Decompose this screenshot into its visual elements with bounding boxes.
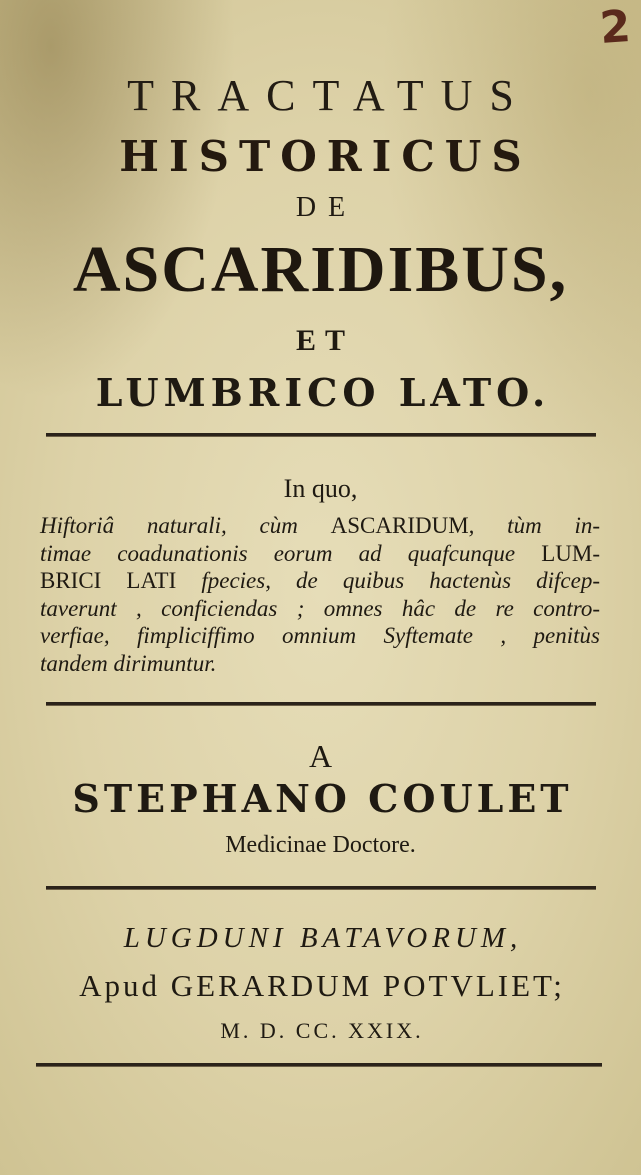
imprint-year: M. D. CC. XXIX. xyxy=(220,1018,424,1043)
title-line-ascaridibus: ASCARIDIBUS, xyxy=(72,233,569,306)
title-line-tractatus: TRACTATUS xyxy=(127,71,531,120)
byline-prefix: A xyxy=(308,738,333,774)
imprint-city: LUGDUNI BATAVORUM, xyxy=(123,922,523,954)
page-number: 2 xyxy=(598,0,633,55)
description-line-5: verfiae, fimpliciffimo omnium Syftemate , penitùs xyxy=(40,623,600,648)
description-paragraph xyxy=(40,512,600,677)
description-line-6: tandem dirimuntur. xyxy=(40,650,217,676)
imprint-printer: Apud GERARDUM POTVLIET; xyxy=(79,968,565,1003)
horizontal-rule xyxy=(36,1063,602,1067)
horizontal-rule xyxy=(46,886,596,890)
horizontal-rule xyxy=(46,433,596,437)
description-line-3: BRICI LATI fpecies, de quibus hactenùs difcep- xyxy=(40,568,600,593)
author-degree: Medicinae Doctore. xyxy=(225,832,416,858)
description-line-4: taverunt , conficiendas ; omnes hâc de re contro- xyxy=(40,595,600,621)
title-line-historicus: HISTORICUS xyxy=(119,132,532,181)
title-line-et: ET xyxy=(295,324,355,357)
description-line-1: Hiftoriâ naturali, cùm ASCARIDUM, tùm in- xyxy=(40,513,600,538)
description-line-2: timae coadunationis eorum ad quafcunque LUM- xyxy=(40,540,600,566)
title-line-lumbrico-lato: LUMBRICO LATO. xyxy=(95,370,551,415)
intro-text: In quo, xyxy=(283,474,358,503)
author-name: STEPHANO COULET xyxy=(72,776,573,821)
horizontal-rule xyxy=(46,702,596,706)
title-line-de: DE xyxy=(295,192,358,223)
